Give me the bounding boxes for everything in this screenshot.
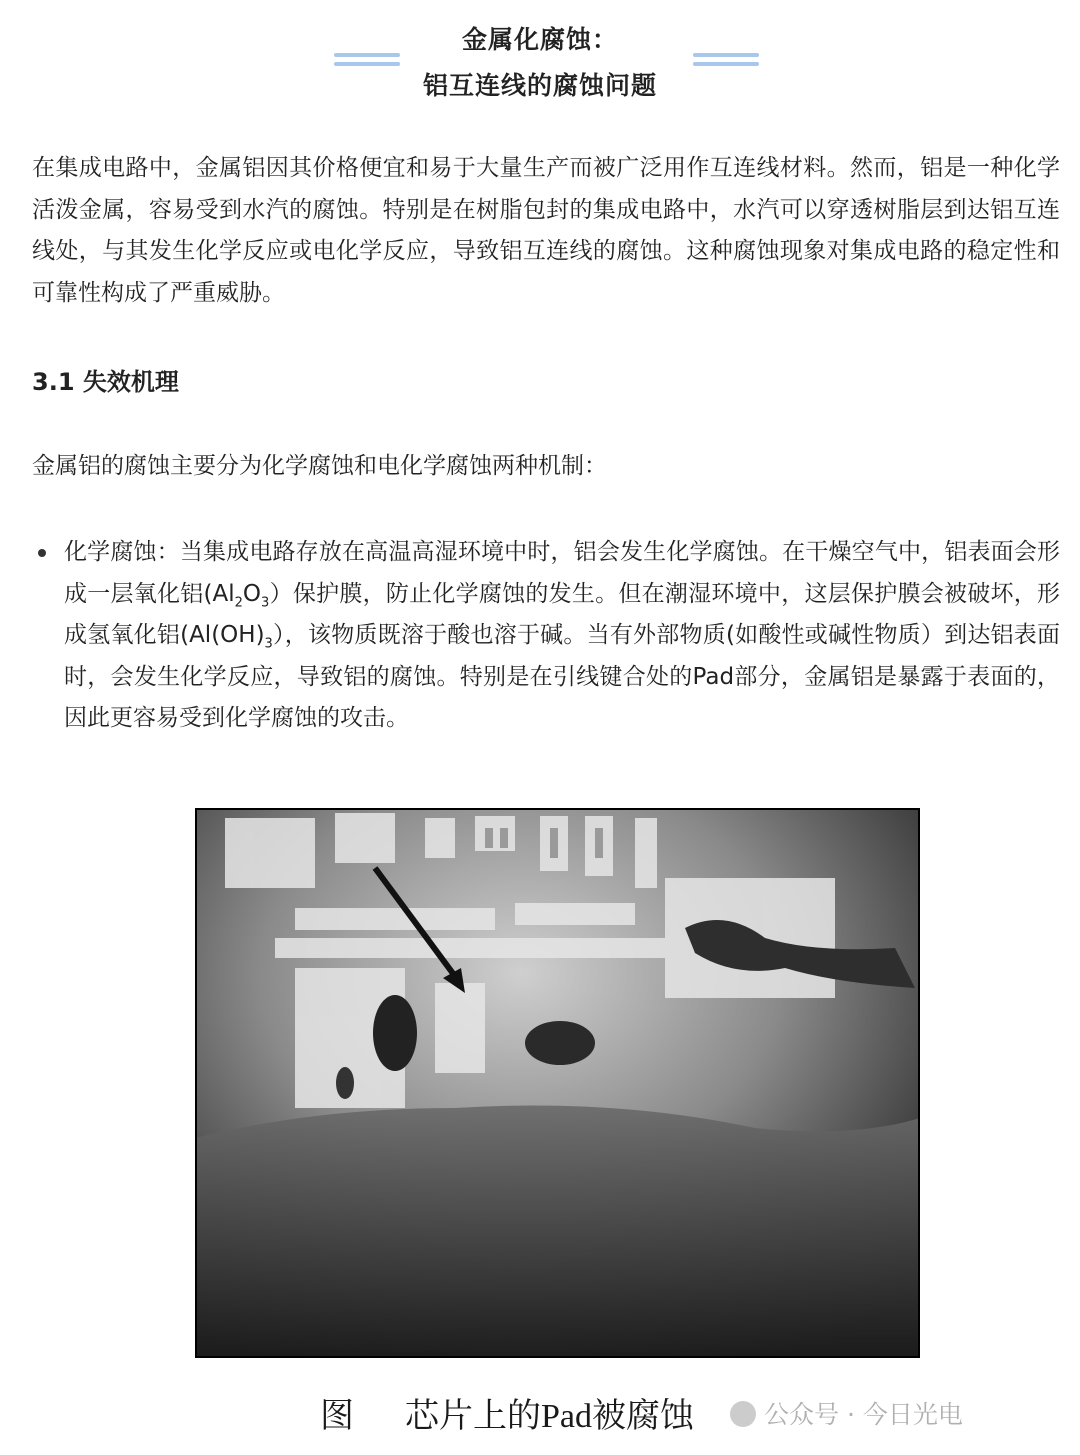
title-line-1: 金属化腐蚀： xyxy=(461,25,618,54)
bullet-text: 化学腐蚀：当集成电路存放在高温高湿环境中时，铝会发生化学腐蚀。在干燥空气中，铝表面会形成一层氧化铝$(Al_2O_3)$保护膜，防止化学腐蚀的发生。但在潮湿环境中，这层保护膜会被破坏，形成氢氧化铝$(Al(OH)_3)$，该物质既溶于酸也溶于碱。当有外部物质(如酸性或碱性物质）到达铝表面时，会发生化学反应，导致铝的腐蚀。特别是在引线键合处的Pad部分，金属铝是暴露于表面的，因此更容易受到化学腐蚀的攻击。 xyxy=(64,539,1060,731)
section-heading: 3.1 失效机理 xyxy=(32,368,179,396)
list-item xyxy=(38,532,1060,740)
title-line-2: 铝互连线的腐蚀问题 xyxy=(422,71,657,100)
watermark xyxy=(730,1395,963,1431)
article-header xyxy=(0,0,1080,110)
section-lead: 金属铝的腐蚀主要分为化学腐蚀和电化学腐蚀两种机制： xyxy=(32,453,607,479)
intro-paragraph: 在集成电路中，金属铝因其价格便宜和易于大量生产而被广泛用作互连线材料。然而，铝是一种化学活泼金属，容易受到水汽的腐蚀。特别是在树脂包封的集成电路中，水汽可以穿透树脂层到达铝互连线处，与其发生化学反应或电化学反应，导致铝互连线的腐蚀。这种腐蚀现象对集成电路的稳定性和可靠性构成了严重威胁。 xyxy=(32,155,1060,306)
corroded-pad-photo[interactable] xyxy=(195,808,920,1358)
micrograph-image xyxy=(195,808,920,1358)
bullet-dot-icon xyxy=(38,549,46,557)
watermark-text: 公众号 · 今日光电 xyxy=(764,1400,963,1429)
wechat-icon xyxy=(730,1401,756,1427)
figure-caption: 图 芯片上的Pad被腐蚀 xyxy=(320,1398,694,1435)
